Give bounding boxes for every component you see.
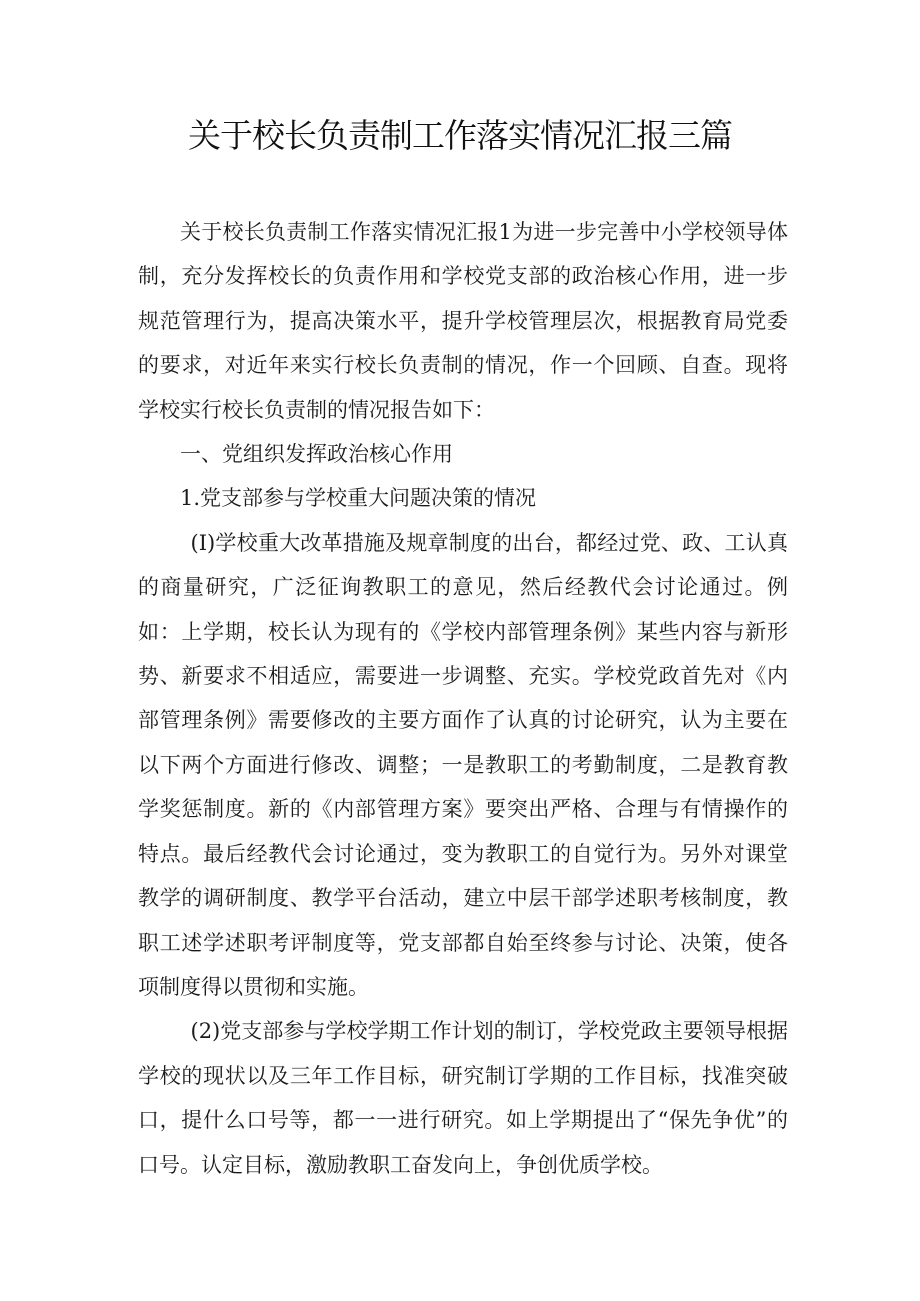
section-heading: 一、党组织发挥政治核心作用 [180,442,453,467]
subsection-heading: 1.党支部参与学校重大问题决策的情况 [180,486,537,511]
paragraph-item-2: (2)党支部参与学校学期工作计划的制订，学校党政主要领导根据学校的现状以及三年工作目标，研究制订学期的工作目标，找准突破口，提什么口号等，都一一进行研究。如上学期提出了“保先争优”的口号。认定目标，激励教职工奋发向上，争创优质学校。 [138,1019,788,1177]
paragraph-item-1: (I)学校重大改革措施及规章制度的出台，都经过党、政、工认真的商量研究，广泛征询教职工的意见，然后经教代会讨论通过。例如：上学期，校长认为现有的《学校内部管理条例》某些内容与新形势、新要求不相适应，需要进一步调整、充实。学校党政首先对《内部管理条例》需要修改的主要方面作了认真的讨论研究，认为主要在以下两个方面进行修改、调整；一是教职工的考勤制度，二是教育教学奖惩制度。新的《内部管理方案》要突出严格、合理与有情操作的特点。最后经教代会讨论通过，变为教职工的自觉行为。另外对课堂教学的调研制度、教学平台活动，建立中层干部学述职考核制度，教职工述学述职考评制度等，党支部都自始至终参与讨论、决策，使各项制度得以贯彻和实施。 [138,530,788,999]
document-title: 关于校长负责制工作落实情况汇报三篇 [188,116,732,155]
document-body [138,210,788,1187]
paragraph-intro: 关于校长负责制工作落实情况汇报1为进一步完善中小学校领导体制，充分发挥校长的负责作用和学校党支部的政治核心作用，进一步规范管理行为，提高决策水平，提升学校管理层次，根据教育局党委的要求，对近年来实行校长负责制的情况，作一个回顾、自查。现将学校实行校长负责制的情况报告如下： [138,220,788,422]
